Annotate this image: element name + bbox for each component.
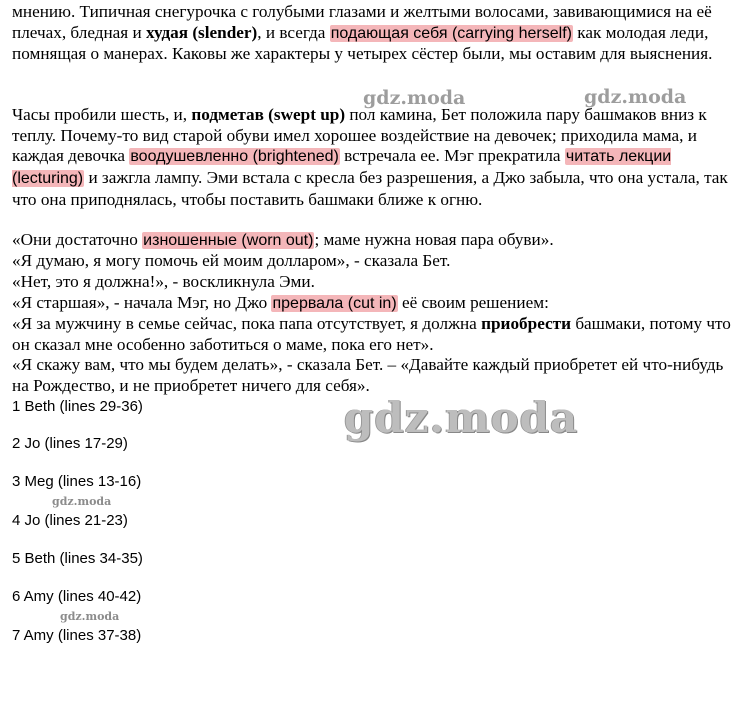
text-segment: как молодая леди, помнящая о манерах. Каковы же характеры у четырех сёстер были, мы оставим для выяснения.	[12, 22, 713, 64]
answer-item: 4 Jo (lines 21-23)	[12, 512, 128, 529]
text-segment: Часы пробили шесть, и,	[12, 105, 192, 124]
answer-item: 3 Meg (lines 13-16)	[12, 473, 142, 490]
watermark: gdz.moda	[52, 495, 112, 508]
paragraph-5: «Нет, это я должна!», - воскликнула Эми.	[12, 272, 315, 291]
paragraph-8: «Я скажу вам, что мы будем делать», - сказала Бет. – «Давайте каждый приобретет ей что-нибудь на Рождество, и не приобретет ничего для себя».	[12, 355, 724, 395]
bold-term: приобрести	[481, 314, 572, 333]
answer-item: 2 Jo (lines 17-29)	[12, 435, 128, 452]
highlighted-term: читать лекции (lecturing)	[12, 148, 672, 188]
highlighted-term: воодушевленно (brightened)	[130, 148, 339, 166]
highlighted-term: изношенные (worn out)	[143, 232, 314, 249]
highlighted-term: прервала (cut in)	[272, 295, 397, 312]
paragraph-1	[12, 2, 742, 65]
text-segment: «Они достаточно	[12, 230, 143, 249]
watermark: gdz.moda	[60, 610, 120, 623]
highlighted-term: подающая себя (carrying herself)	[330, 24, 572, 42]
watermark: gdz.moda	[344, 393, 579, 442]
text-segment: встречала ее. Мэг прекратила	[339, 146, 565, 166]
text-segment: её своим решением:	[397, 293, 549, 312]
answer-item: 7 Amy (lines 37-38)	[12, 627, 142, 644]
text-segment: и зажгла лампу. Эми встала с кресла без разрешения, а Джо забыла, что она устала, так что она приподнялась, чтобы поставить башмаки ближе к огню.	[12, 168, 728, 209]
watermark: gdz.moda	[363, 87, 466, 109]
answer-item: 5 Beth (lines 34-35)	[12, 550, 143, 567]
paragraph-3	[12, 230, 742, 252]
paragraph-4: «Я думаю, я могу помочь ей моим долларом», - сказала Бет.	[12, 251, 451, 270]
watermark: gdz.moda	[584, 86, 687, 108]
paragraph-7	[12, 314, 742, 355]
paragraph-6	[12, 293, 742, 315]
text-segment: «Я старшая», - начала Мэг, но Джо	[12, 293, 272, 312]
answer-item: 1 Beth (lines 29-36)	[12, 398, 143, 415]
text-segment: , и всегда	[257, 22, 330, 42]
text-segment: ; маме нужна новая пара обуви».	[314, 230, 554, 249]
bold-term: подметав (swept up)	[191, 105, 346, 124]
text-segment: «Я за мужчину в семье сейчас, пока папа отсутствует, я должна	[12, 314, 482, 333]
answer-item: 6 Amy (lines 40-42)	[12, 588, 142, 605]
text-segment: мнению. Типичная снегурочка с голубыми глазами и желтыми волосами, завивающимися на её плечах, бледная и	[12, 2, 712, 42]
text-segment: башмаки, потому что он сказал мне особенно заботиться о маме, пока его нет».	[12, 314, 731, 354]
paragraph-2	[12, 105, 742, 211]
text-segment: пол камина, Бет положила пару башмаков вниз к теплу. Почему-то вид старой обуви имел хорошее воздействие на девочек; приходила мама, и каждая девочка	[12, 105, 707, 166]
bold-term: худая (slender)	[146, 22, 258, 42]
